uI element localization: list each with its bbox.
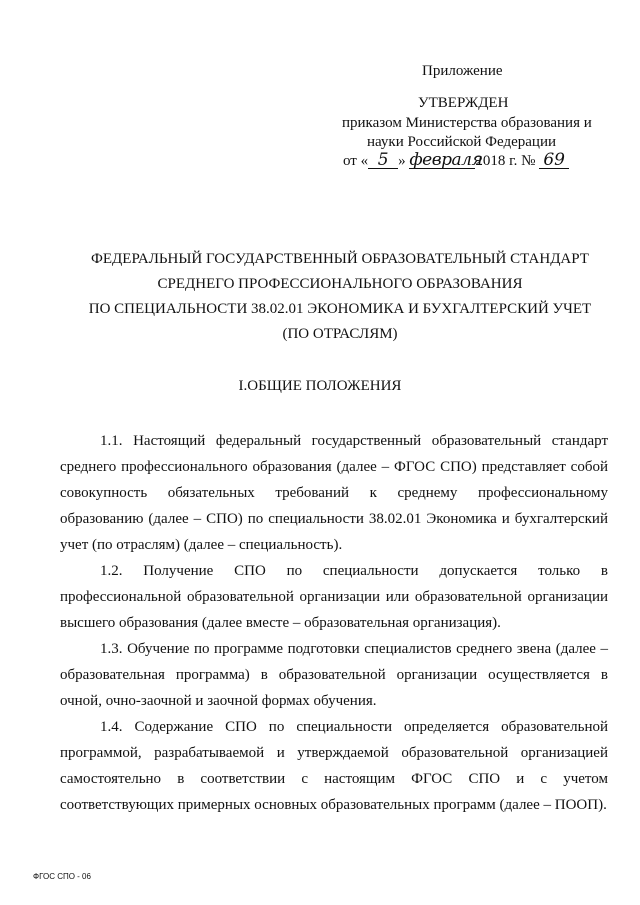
- appendix-label: Приложение: [422, 63, 503, 79]
- approved-label: УТВЕРЖДЕН: [418, 95, 509, 111]
- paragraph-1-1: 1.1. Настоящий федеральный государственный образовательный стандарт среднего профессионального образования (далее – ФГОС СПО) представляет собой совокупность обязательных требований к среднему профессиональному образованию (далее – СПО) по специальности 38.02.01 Экономика и бухгалтерский учет (по отраслям) (далее – специальность).: [60, 433, 608, 553]
- title-line: ПО СПЕЦИАЛЬНОСТИ 38.02.01 ЭКОНОМИКА И БУХГАЛТЕРСКИЙ УЧЕТ: [88, 301, 592, 317]
- paragraph-1-3: 1.3. Обучение по программе подготовки специалистов среднего звена (далее – образовательная программа) в образовательной организации осуществляется в очной, очно-заочной и заочной формах обучения.: [60, 641, 608, 709]
- title-line: (ПО ОТРАСЛЯМ): [282, 326, 398, 342]
- handwritten-month: февраля: [409, 150, 483, 170]
- footer-code: ФГОС СПО - 06: [33, 872, 91, 881]
- document-title: [60, 247, 620, 347]
- document-body: [60, 428, 608, 818]
- close-quote: »: [398, 153, 406, 169]
- handwritten-order-number: 69: [539, 153, 569, 169]
- from-label: от «: [343, 153, 369, 169]
- section-title: I.ОБЩИЕ ПОЛОЖЕНИЯ: [238, 378, 402, 394]
- handwritten-day: 5: [368, 153, 398, 169]
- order-line-1: приказом Министерства образования и: [342, 115, 592, 131]
- order-line-2: науки Российской Федерации: [367, 134, 557, 150]
- year-label: 2018 г. №: [475, 153, 536, 169]
- order-date-line: [343, 152, 569, 171]
- paragraph-1-4: 1.4. Содержание СПО по специальности определяется образовательной программой, разрабатываемой и утверждаемой образовательной организацией самостоятельно в соответствии с настоящим ФГОС СПО и с учетом соответствующих примерных основных образовательных программ (далее – ПООП).: [60, 719, 608, 813]
- paragraph-1-2: 1.2. Получение СПО по специальности допускается только в профессиональной образовательной организации или образовательной организации высшего образования (далее вместе – образовательная организация).: [60, 563, 608, 631]
- title-line: СРЕДНЕГО ПРОФЕССИОНАЛЬНОГО ОБРАЗОВАНИЯ: [157, 276, 523, 292]
- title-line: ФЕДЕРАЛЬНЫЙ ГОСУДАРСТВЕННЫЙ ОБРАЗОВАТЕЛЬНЫЙ СТАНДАРТ: [91, 251, 589, 267]
